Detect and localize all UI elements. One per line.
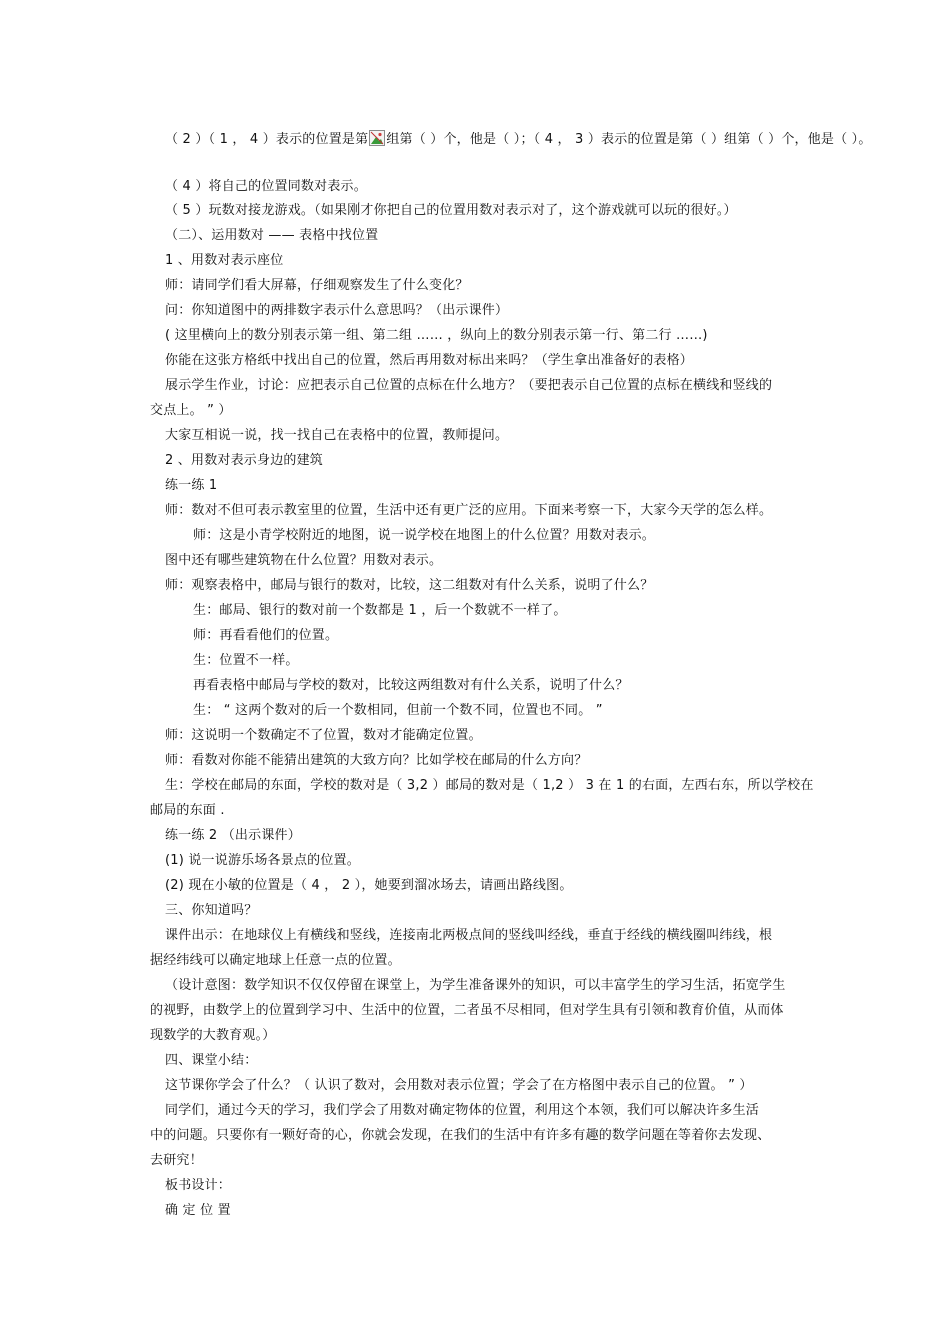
broken-image-icon [369, 130, 385, 146]
section-heading: 三、你知道吗？ [165, 903, 258, 918]
paragraph-line: 交点上。 ” ） [150, 403, 232, 418]
paragraph-line: 板书设计： [165, 1178, 232, 1193]
paragraph-line: 生：学校在邮局的东面，学校的数对是（ 3,2 ）邮局的数对是（ 1,2 ） 3 在 1 的右面，左西右东，所以学校在 [165, 778, 814, 793]
paragraph-line: ( 这里横向上的数分别表示第一组、第二组 …… ，纵向上的数分别表示第一行、第二行 ……) [165, 328, 708, 343]
paragraph-line: 同学们，通过今天的学习，我们学会了用数对确定物体的位置，利用这个本领，我们可以解决许多生活 [165, 1103, 760, 1118]
subsection-heading: 2 、用数对表示身边的建筑 [165, 453, 324, 468]
paragraph-line: 这节课你学会了什么？（ 认识了数对，会用数对表示位置；学会了在方格图中表示自己的位置。 ” ） [165, 1078, 753, 1093]
board-title: 确 定 位 置 [165, 1203, 231, 1218]
paragraph-line: (2) 现在小敏的位置是（ 4 ， 2 ），她要到溜冰场去，请画出路线图。 [165, 878, 573, 893]
paragraph-line: 生：邮局、银行的数对前一个数都是 1 ，后一个数就不一样了。 [193, 603, 567, 618]
paragraph-line: 师：再看看他们的位置。 [193, 628, 339, 643]
paragraph-line: 师：数对不但可表示教室里的位置，生活中还有更广泛的应用。下面来考察一下，大家今天学的怎么样。 [165, 503, 773, 518]
section-heading: （二）、运用数对 —— 表格中找位置 [165, 228, 379, 243]
paragraph-line: （ 4 ）将自己的位置同数对表示。 [165, 179, 367, 194]
paragraph-line: 你能在这张方格纸中找出自己的位置，然后再用数对标出来吗？（学生拿出准备好的表格） [165, 353, 694, 368]
paragraph-line: 生：位置不一样。 [193, 653, 299, 668]
paragraph-line: （ 5 ）玩数对接龙游戏。（如果刚才你把自己的位置用数对表示对了，这个游戏就可以玩的很好。） [165, 203, 737, 218]
paragraph-line: 师：请同学们看大屏幕，仔细观察发生了什么变化？ [165, 278, 469, 293]
paragraph-line: 大家互相说一说，找一找自己在表格中的位置，教师提问。 [165, 428, 509, 443]
paragraph-line: 师：这是小青学校附近的地图，说一说学校在地图上的什么位置？用数对表示。 [193, 528, 656, 543]
paragraph-line: 据经纬线可以确定地球上任意一点的位置。 [150, 953, 401, 968]
paragraph-line: 去研究！ [150, 1153, 203, 1168]
paragraph-line: 再看表格中邮局与学校的数对，比较这两组数对有什么关系，说明了什么？ [193, 678, 629, 693]
paragraph-line: (1) 说一说游乐场各景点的位置。 [165, 853, 360, 868]
paragraph-line: 图中还有哪些建筑物在什么位置？用数对表示。 [165, 553, 443, 568]
line-text: （ 2 ）（ 1 ， 4 ）表示的位置是第 [165, 132, 369, 147]
paragraph-line: 练一练 1 [165, 478, 218, 493]
paragraph-line: 师：观察表格中，邮局与银行的数对，比较，这二组数对有什么关系，说明了什么？ [165, 578, 654, 593]
paragraph-line: 师：看数对你能不能猜出建筑的大致方向？比如学校在邮局的什么方向？ [165, 753, 588, 768]
paragraph-line: 的视野，由数学上的位置到学习中、生活中的位置，二者虽不尽相同，但对学生具有引领和教育价值，从而体 [150, 1003, 784, 1018]
line-text: 组第（ ）个，他是（ ）；（ 4 ， 3 ）表示的位置是第（ ）组第（ ）个，他是（ ）。 [386, 132, 872, 147]
paragraph-line: 问：你知道图中的两排数字表示什么意思吗？（出示课件） [165, 303, 509, 318]
paragraph-line [165, 130, 872, 148]
paragraph-line: 邮局的东面 . [150, 803, 225, 818]
paragraph-line: 现数学的大教育观。） [150, 1028, 276, 1043]
paragraph-line: 课件出示：在地球仪上有横线和竖线，连接南北两极点间的竖线叫经线，垂直于经线的横线圈叫纬线，根 [165, 928, 773, 943]
paragraph-line: 生： “ 这两个数对的后一个数相同，但前一个数不同，位置也不同。 ” [193, 703, 603, 718]
paragraph-line: 展示学生作业，讨论：应把表示自己位置的点标在什么地方？（要把表示自己位置的点标在横线和竖线的 [165, 378, 773, 393]
subsection-heading: 1 、用数对表示座位 [165, 253, 284, 268]
section-heading: 四、课堂小结： [165, 1053, 258, 1068]
paragraph-line: 练一练 2 （出示课件） [165, 828, 301, 843]
paragraph-line: 师：这说明一个数确定不了位置，数对才能确定位置。 [165, 728, 482, 743]
paragraph-line: （设计意图：数学知识不仅仅停留在课堂上，为学生准备课外的知识，可以丰富学生的学习生活，拓宽学生 [165, 978, 786, 993]
paragraph-line: 中的问题。只要你有一颗好奇的心，你就会发现，在我们的生活中有许多有趣的数学问题在等着你去发现、 [150, 1128, 771, 1143]
